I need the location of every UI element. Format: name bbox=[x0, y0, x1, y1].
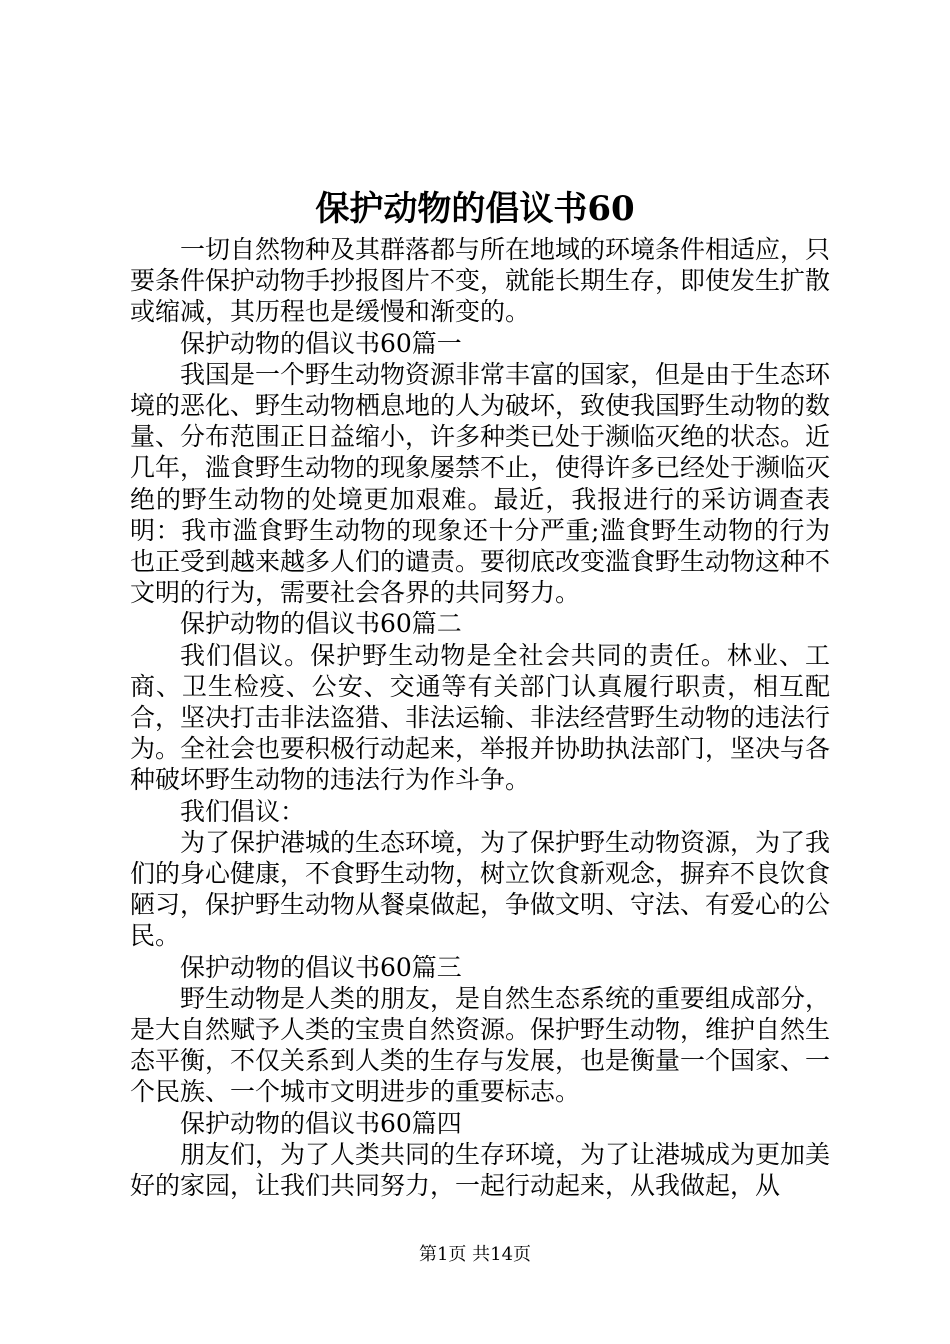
section-heading-1: 保护动物的倡议书60篇一 bbox=[180, 328, 462, 358]
paragraph-section-3: 野生动物是人类的朋友，是自然生态系统的重要组成部分，是大自然赋予人类的宝贵自然资源。保护野生动物，维护自然生态平衡，不仅关系到人类的生存与发展，也是衡量一个国家、一个民族、一个城市文明进步的重要标志。 bbox=[130, 983, 831, 1107]
paragraph-section-2: 我们倡议。保护野生动物是全社会共同的责任。林业、工商、卫生检疫、公安、交通等有关部门认真履行职责，相互配合，坚决打击非法盗猎、非法运输、非法经营野生动物的违法行为。全社会也要积极行动起来，举报并协助执法部门，坚决与各种破坏野生动物的违法行为作斗争。 bbox=[130, 640, 831, 795]
page-footer: 第1页 共14页 bbox=[418, 1244, 532, 1265]
section-heading-3: 保护动物的倡议书60篇三 bbox=[180, 952, 462, 982]
paragraph-section-4: 朋友们，为了人类共同的生存环境，为了让港城成为更加美好的家园，让我们共同努力，一起行动起来，从我做起，从 bbox=[130, 1139, 831, 1201]
paragraph-proposal: 为了保护港城的生态环境，为了保护野生动物资源，为了我们的身心健康，不食野生动物，树立饮食新观念，摒弃不良饮食陋习，保护野生动物从餐桌做起，争做文明、守法、有爱心的公民。 bbox=[130, 827, 831, 951]
paragraph-section-1: 我国是一个野生动物资源非常丰富的国家，但是由于生态环境的恶化、野生动物栖息地的人为破坏，致使我国野生动物的数量、分布范围正日益缩小，许多种类已处于濒临灭绝的状态。近几年，滥食野生动物的现象屡禁不止，使得许多已经处于濒临灭绝的野生动物的处境更加艰难。最近，我报进行的采访调查表明：我市滥食野生动物的现象还十分严重;滥食野生动物的行为也正受到越来越多人们的谴责。要彻底改变滥食野生动物这种不文明的行为，需要社会各界的共同努力。 bbox=[130, 359, 831, 608]
page-title: 保护动物的倡议书60 bbox=[315, 189, 635, 229]
paragraph-proposal-label: 我们倡议： bbox=[180, 796, 306, 826]
document-body bbox=[130, 234, 830, 1201]
paragraph-intro: 一切自然物种及其群落都与所在地域的环境条件相适应，只要条件保护动物手抄报图片不变，就能长期生存，即使发生扩散或缩减，其历程也是缓慢和渐变的。 bbox=[130, 235, 831, 327]
section-heading-2: 保护动物的倡议书60篇二 bbox=[180, 609, 462, 639]
section-heading-4: 保护动物的倡议书60篇四 bbox=[180, 1108, 462, 1138]
